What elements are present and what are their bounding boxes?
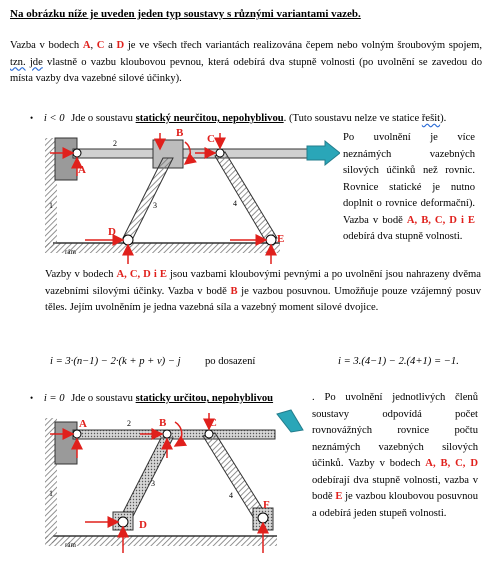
case2-side-text: . Po uvolnění jednotlivých členů soustavy odpovídá počet rovnovážných rovnice počtu neznámých vazebných silových účinků. Vazby v bodech A, B, C, D odebírají dva stupně volnosti, vazba v bodě E je vazbou kloubovou posuvnou a odebírá jeden stupeň volnosti. [312, 392, 478, 519]
formula-result: i = 3.(4−1) − 2.(4+1) = −1. [338, 356, 459, 367]
figure-case1 [45, 128, 340, 266]
number2-3: 3 [151, 479, 155, 488]
number-1: 1 [49, 201, 53, 210]
po-dosazeni: po dosazení [205, 356, 256, 367]
number2-2: 2 [127, 419, 131, 428]
number2-1: 1 [49, 489, 53, 498]
label-D: D [108, 226, 116, 238]
case1-header: • i < 0 Jde o soustavu statický neurčitou, nepohyblivou. (Tuto soustavu nelze ve statice řešit). [30, 113, 447, 124]
intro-paragraph: Vazba v bodech A, C a D je ve všech třech variantách realizována čepem nebo volným šroubovým spojem, tzn. jde vlastně o vazbu kloubovou pevnou, která odebírá dva stupně volnosti (po uvolnění se zavedou do místa vazby dva vazebné silové účinky). [10, 40, 483, 84]
label2-D: D [139, 519, 147, 531]
page-title: Na obrázku níže je uveden jeden typ soustavy s různými variantami vazeb. [10, 8, 361, 20]
label-B: B [176, 128, 184, 139]
label-C: C [207, 133, 215, 145]
label2-B: B [159, 417, 167, 429]
frame2-label: rám [65, 541, 76, 549]
number-4: 4 [233, 199, 237, 208]
label-E: E [277, 233, 285, 245]
label2-A: A [79, 418, 87, 430]
case2-header: • i = 0 Jde o soustavu staticky určitou, nepohyblivou [30, 393, 274, 404]
case1-full-text: Vazby v bodech A, C, D i E jsou vazbami kloubovými pevnými a po uvolnění jsou nahrazeny dvěma vazebními silovými účinky. Vazba v bodě B je vazbou posuvnou. Umožňuje pouze vzájemný posuv těles. Jejím uvolněním je jedna vazebná síla a vazebný moment silové dvojice. [45, 269, 482, 313]
figure-case2 [45, 408, 305, 558]
label2-F: F [263, 499, 270, 511]
label-A: A [78, 164, 86, 176]
label2-C: C [209, 417, 217, 429]
number-2: 2 [113, 139, 117, 148]
number2-4: 4 [229, 491, 233, 500]
case1-side-text: Po uvolnění je více neznámých vazebných silových účinků než rovnic. Rovnice statické je nutno doplnit o rovnice deformační). Vazba v bodě A, B, C, D i E odebírá dva stupně volnosti. [343, 132, 475, 242]
frame-label: rám [65, 248, 76, 256]
number-3: 3 [153, 201, 157, 210]
formula: i = 3·(n−1) − 2·(k + p + v) − j [50, 356, 181, 367]
